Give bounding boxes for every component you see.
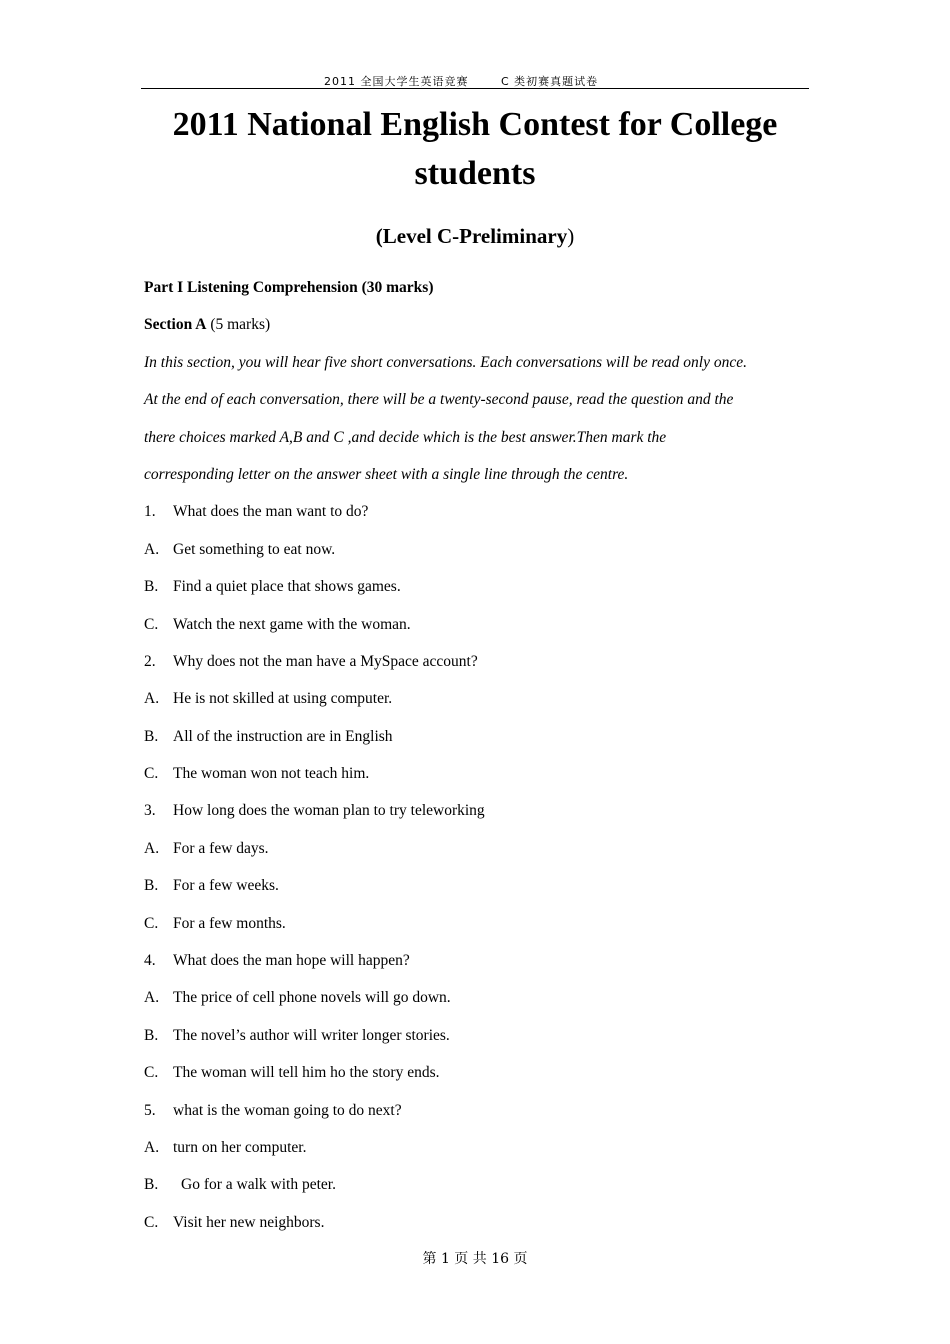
option (144, 1054, 809, 1091)
question-5 (144, 1092, 809, 1129)
option-text: Find a quiet place that shows games. (173, 578, 401, 596)
question-text: How long does the woman plan to try teleworking (173, 802, 485, 820)
option-label: C. (144, 1064, 159, 1082)
page-header (141, 72, 809, 89)
question-number: 1. (144, 503, 156, 521)
instruction-line: In this section, you will hear five short conversations. Each conversations will be read only once. (144, 353, 747, 371)
option-text: The woman will tell him ho the story ends. (173, 1064, 440, 1082)
option (144, 718, 809, 755)
option (144, 1017, 809, 1054)
option (144, 830, 809, 867)
option-label: C. (144, 765, 159, 783)
option-text: He is not skilled at using computer. (173, 690, 393, 708)
question-number: 5. (144, 1101, 156, 1119)
header-right-text: C 类初赛真题试卷 (501, 75, 599, 88)
option (144, 867, 809, 904)
part-heading: Part I Listening Comprehension (30 marks) (144, 279, 434, 296)
option-label: C. (144, 1213, 159, 1231)
instruction-line: At the end of each conversation, there will be a twenty-second pause, read the question and the (144, 391, 734, 409)
option-text: The novel’s author will writer longer stories. (173, 1026, 450, 1044)
option (144, 755, 809, 792)
question-number: 2. (144, 652, 156, 670)
option (144, 1204, 809, 1241)
option (144, 568, 809, 605)
instruction-line: corresponding letter on the answer sheet with a single line through the centre. (144, 465, 629, 483)
option-label: A. (144, 540, 160, 558)
question-3 (144, 792, 809, 829)
option-label: A. (144, 1138, 160, 1156)
exam-body (144, 269, 809, 1241)
question-number: 4. (144, 952, 156, 970)
option-label: B. (144, 877, 159, 895)
option-text: For a few days. (173, 839, 269, 857)
option-text: Get something to eat now. (173, 540, 336, 558)
option-text: For a few months. (173, 914, 286, 932)
option-label: B. (144, 578, 159, 596)
option-text: Go for a walk with peter. (181, 1176, 336, 1194)
question-number: 3. (144, 802, 156, 820)
option-label: A. (144, 690, 160, 708)
option (144, 606, 809, 643)
question-4 (144, 942, 809, 979)
option-label: B. (144, 727, 159, 745)
option-text: turn on her computer. (173, 1138, 307, 1156)
option (144, 1129, 809, 1166)
option (144, 531, 809, 568)
option (144, 905, 809, 942)
question-1 (144, 493, 809, 530)
question-text: what is the woman going to do next? (173, 1101, 402, 1119)
option-label: A. (144, 839, 160, 857)
level-close-paren: ) (567, 224, 575, 248)
instruction-line: there choices marked A,B and C ,and decide which is the best answer.Then mark the (144, 428, 667, 446)
question-text: What does the man hope will happen? (173, 952, 410, 970)
option-text: Visit her new neighbors. (173, 1213, 325, 1231)
option-text: Watch the next game with the woman. (173, 615, 411, 633)
section-heading (144, 306, 809, 343)
section-title: Section A (144, 316, 207, 334)
header-left-text: 2011 全国大学生英语竞赛 (324, 75, 469, 88)
option (144, 979, 809, 1016)
level-label: (Level C-Preliminary (375, 224, 568, 248)
option-text: The price of cell phone novels will go down. (173, 989, 451, 1007)
option-label: B. (144, 1176, 159, 1194)
option-label: A. (144, 989, 160, 1007)
section-marks: (5 marks) (210, 316, 271, 334)
question-text: Why does not the man have a MySpace account? (173, 652, 478, 670)
document-subtitle (141, 221, 809, 251)
option (144, 1166, 809, 1203)
option (144, 680, 809, 717)
option-text: For a few weeks. (173, 877, 279, 895)
document-title: 2011 National English Contest for College students (172, 106, 778, 192)
option-label: C. (144, 615, 159, 633)
option-text: All of the instruction are in English (173, 727, 393, 745)
question-2 (144, 643, 809, 680)
option-label: B. (144, 1026, 159, 1044)
question-text: What does the man want to do? (173, 503, 369, 521)
option-text: The woman won not teach him. (173, 765, 370, 783)
page-footer: 第 1 页 共 16 页 (422, 1251, 528, 1267)
option-label: C. (144, 914, 159, 932)
